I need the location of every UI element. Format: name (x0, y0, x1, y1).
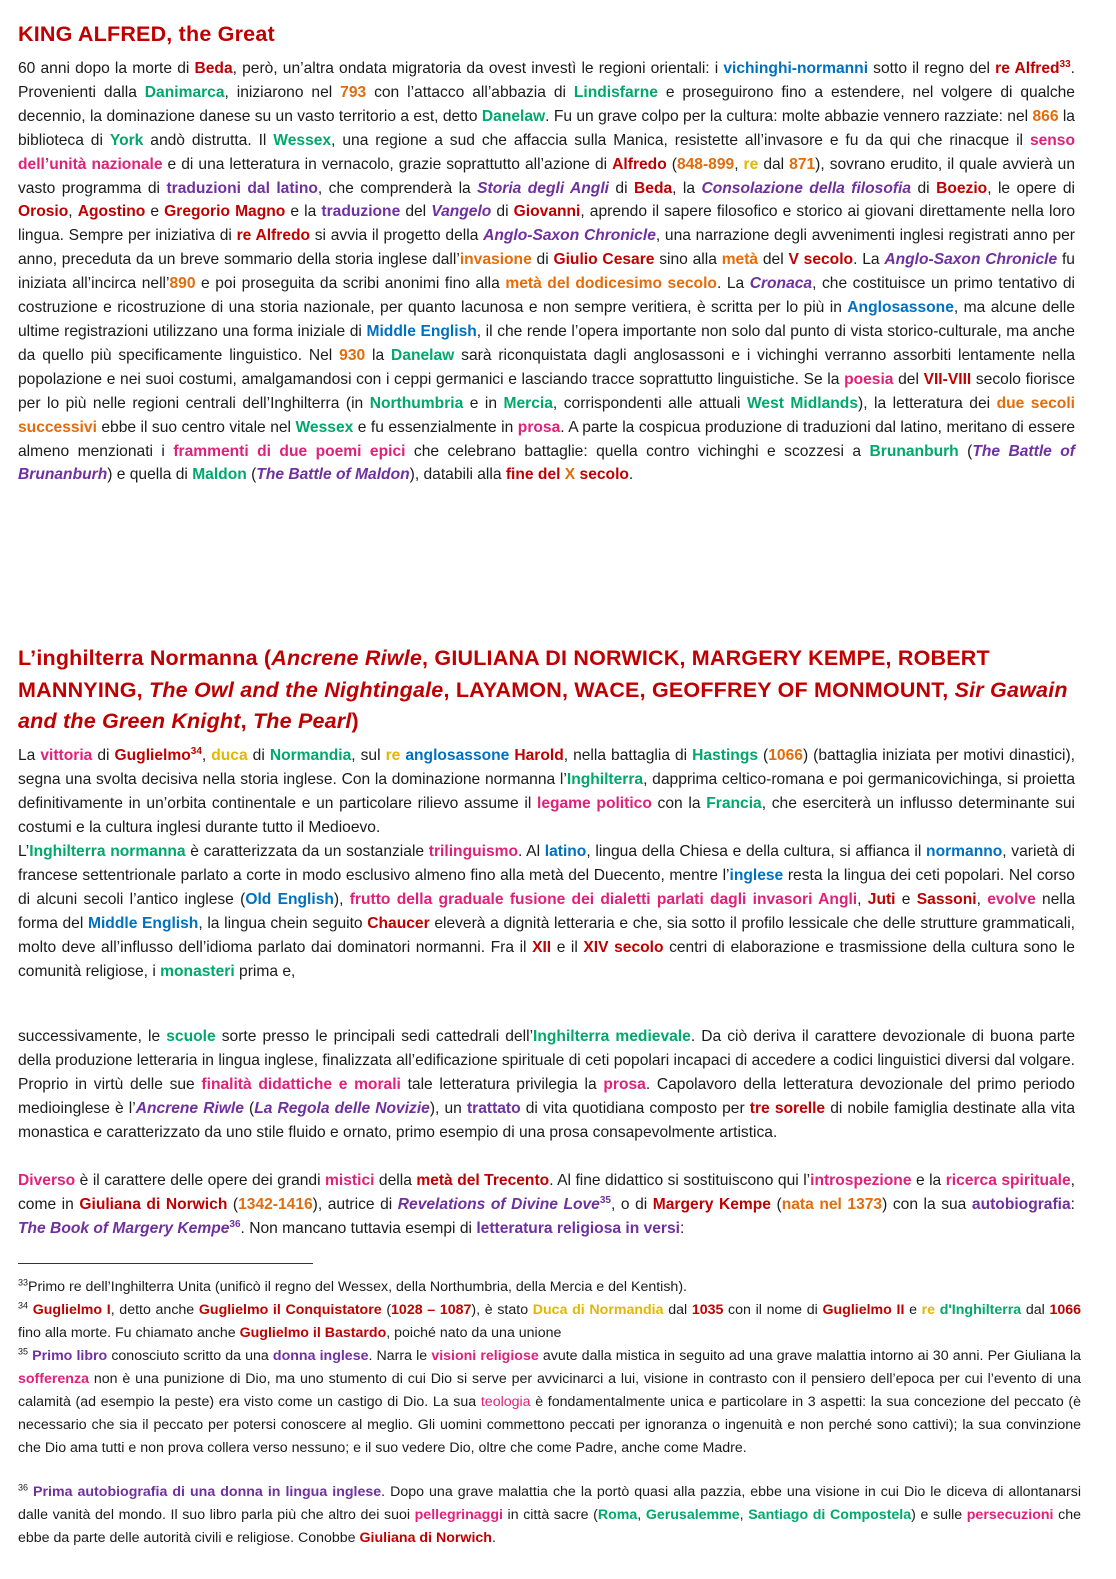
paragraph-trilinguismo: L’Inghilterra normanna è caratterizzata da un sostanziale trilinguismo. Al latino, lingua della Chiesa e della cultura, si affianca il normanno, varietà di francese settentrionale parlato a corte in modo esclusivo almeno fino alla metà del Duecento, mentre l’inglese resta la lingua dei ceti popolari. Nel corso di alcuni secoli l’antico inglese (Old English), frutto della graduale fusione dei dialetti parlati dagli invasori Angli, Juti e Sassoni, evolve nella forma del Middle English, la lingua chein seguito Chaucer eleverà a dignità letteraria e che, sia sotto il profilo lessicale che delle strutture grammaticali, molto deve all’influsso dell’idioma parlato dai dominatori normanni. Fra il XII e il XIV secolo centri di elaborazione e trasmissione della cultura sono le comunità religiose, i monasteri prima e, (18, 843, 1075, 980)
footnote-ref: 33 (1059, 58, 1071, 70)
footnote-33: $^{33}$Primo re dell’Inghilterra Unita (unificò il regno del Wessex, della Northumbria, della Mercia e del Kentish). (18, 1277, 687, 1295)
emphasis-run: Normandia (269, 747, 352, 764)
emphasis-run: Alfredo (612, 155, 667, 173)
emphasis-run: Revelations of Divine Love (397, 1195, 600, 1213)
emphasis-run: Wessex (273, 131, 332, 149)
emphasis-run: sofferenza (18, 1371, 89, 1387)
emphasis-run: metà del Trecento (416, 1172, 550, 1189)
emphasis-run: introspezione (810, 1172, 912, 1189)
emphasis-run: nata nel 1373 (781, 1195, 883, 1213)
emphasis-run: Ancrene Riwle (135, 1099, 244, 1117)
emphasis-run: Inghilterra medievale (533, 1028, 691, 1045)
paragraph-hastings: La vittoria di Guglielmo$^{34}$, duca di Normandia, sul re anglosassone Harold, nella battaglia di Hastings (1066) (battaglia iniziata per motivi dinastici), segna una svolta decisiva nella storia inglese. Con la dominazione normanna l’Inghilterra, dapprima celtico-romana e poi germanicovichinga, si proietta definitivamente in un’orbita continentale e un particolare rilievo assume il legame politico con la Francia, che eserciterà un influsso determinante sui costumi e la cultura inglesi durante tutto il Medioevo. (18, 745, 1076, 836)
emphasis-run: autobiografia (971, 1195, 1071, 1213)
emphasis-run: 1066 (1049, 1302, 1082, 1318)
emphasis-run: Old English (245, 890, 334, 908)
footnote-ref: 34 (18, 1300, 29, 1311)
emphasis-run: 866 (1032, 107, 1059, 125)
emphasis-run: re (921, 1302, 936, 1318)
emphasis-run: tre sorelle (749, 1099, 826, 1117)
emphasis-run: Roma (597, 1507, 638, 1523)
emphasis-run: prosa (603, 1075, 646, 1093)
emphasis-run: Middle English (87, 914, 199, 932)
emphasis-run: evolve (987, 890, 1036, 908)
emphasis-run: 890 (169, 275, 196, 293)
emphasis-run: Santiago di Compostela (748, 1507, 912, 1523)
emphasis-run: Gregorio Magno (164, 203, 286, 221)
emphasis-run: donna inglese (272, 1348, 369, 1364)
emphasis-run: senso dell’unità nazionale (18, 131, 1076, 173)
emphasis-run: scuole (166, 1028, 216, 1045)
emphasis-run: 848-899 (676, 155, 735, 173)
footnote-ref: 34 (190, 745, 202, 757)
emphasis-run: Wessex (295, 418, 354, 436)
emphasis-run: Agostino (77, 203, 146, 221)
emphasis-run: Inghilterra (566, 770, 644, 788)
section-title-king-alfred: KING ALFRED, the Great (18, 22, 275, 46)
emphasis-run: Gerusalemme (645, 1507, 740, 1523)
footnote-34: $^{34}$ Guglielmo I, detto anche Guglielmo il Conquistatore (1028 – 1087), è stato Duca di Normandia dal 1035 con il nome di Guglielmo II e re d'Inghilterra dal 1066 fino alla morte. Fu chiamato anche Guglielmo il Bastardo, poiché nato da una unione (18, 1300, 1082, 1341)
emphasis-run: The Battle of Maldon (256, 466, 410, 484)
emphasis-run: X (564, 466, 576, 484)
emphasis-run: XIV (583, 938, 609, 956)
emphasis-run: latino (544, 843, 587, 860)
emphasis-run: teologia (480, 1394, 531, 1410)
emphasis-run: Giulio Cesare (553, 251, 655, 269)
emphasis-run: Consolazione della filosofia (701, 179, 912, 197)
emphasis-run: The Battle of Brunanburh (18, 442, 1075, 484)
emphasis-run: vittoria (40, 747, 93, 764)
footnote-ref: 36 (18, 1482, 29, 1493)
emphasis-run: frutto della graduale fusione dei dialetti parlati dagli invasori Angli (349, 890, 858, 908)
footnote-separator (18, 1263, 313, 1264)
footnote-ref: 35 (18, 1346, 29, 1357)
emphasis-run: pellegrinaggi (414, 1507, 503, 1523)
emphasis-run: The Book of Margery Kempe (18, 1219, 230, 1237)
emphasis-run: re Alfredo (236, 227, 311, 245)
footnote-ref: 33 (18, 1277, 29, 1288)
emphasis-run: Sir Gawain and the Green Knight (18, 677, 1068, 733)
emphasis-run: 1342-1416 (238, 1195, 313, 1213)
emphasis-run: traduzione (321, 203, 401, 221)
footnote-35: $^{35}$ Primo libro conosciuto scritto da una donna inglese. Narra le visioni religiose avute dalla mistica in seguito ad una grave malattia intorno ai 30 anni. Per Giuliana la sofferenza non è una punizione di Dio, ma uno stumento di cui Dio si serve per avvicinarci a lui, visione in contrasto con il pensiero dell’epoca per cui l’evento di una calamità (ad esempio la peste) era visto come un castigo di Dio. La sua teologia è fondamentalmente unica e particolare in 3 aspetti: la sua concezione del peccato (è necessario che sia il peccato per potersi conoscere al meglio. Gli uomini commettono peccati per ignoranza o ingenuità e non perché sono cattivi); la sua convinzione che Dio ama tutti e non prova collera verso nessuno; e il suo vedere Dio, oltre che come Padre, anche come Madre. (18, 1346, 1082, 1456)
emphasis-run: The Owl and the Nightingale (149, 677, 444, 702)
emphasis-run: due secoli successivi (18, 394, 1075, 436)
emphasis-run: York (109, 131, 144, 149)
emphasis-run: Orosio (18, 203, 69, 221)
emphasis-run: persecuzioni (966, 1507, 1054, 1523)
emphasis-run: prosa (517, 418, 561, 436)
emphasis-run: The Pearl (252, 709, 352, 733)
emphasis-run: metà (721, 251, 759, 269)
emphasis-run: Giuliana di Norwich (79, 1195, 228, 1213)
emphasis-run: Guglielmo il Bastardo (239, 1325, 387, 1341)
emphasis-run: Chaucer (367, 914, 430, 932)
emphasis-run: Beda (634, 179, 673, 197)
emphasis-run: secolo (614, 938, 664, 956)
emphasis-run: West Midlands (746, 394, 859, 412)
emphasis-run: re (743, 155, 759, 173)
emphasis-run: d'Inghilterra (939, 1302, 1022, 1318)
emphasis-run: Lindisfarne (573, 83, 658, 101)
emphasis-run: duca (211, 747, 248, 764)
paragraph-mistici: Diverso è il carattere delle opere dei grandi mistici della metà del Trecento. Al fine didattico si sostituiscono qui l’introspezione e la ricerca spirituale, come in Giuliana di Norwich (1342-1416), autrice di Revelations of Divine Love$^{35}$, o di Margery Kempe (nata nel 1373) con la sua autobiografia: The Book of Margery Kempe$^{36}$. Non mancano tuttavia esempi di letteratura religiosa in versi: (18, 1172, 1076, 1237)
emphasis-run: legame politico (536, 794, 652, 812)
emphasis-run: Sassoni (916, 890, 977, 908)
emphasis-run: Maldon (192, 466, 247, 484)
emphasis-run: Anglosassone (847, 299, 954, 317)
emphasis-run: Anglo-Saxon Chronicle (884, 251, 1058, 269)
emphasis-run: Duca di Normandia (532, 1302, 664, 1318)
emphasis-run: Danelaw (391, 346, 455, 364)
emphasis-run: La Regola delle Novizie (254, 1099, 430, 1117)
emphasis-run: invasione (459, 251, 532, 269)
emphasis-run: Guglielmo (114, 747, 191, 764)
emphasis-run: mistici (325, 1172, 375, 1189)
emphasis-run: 930 (339, 346, 366, 364)
footnote-36: $^{36}$ Prima autobiografia di una donna in lingua inglese. Dopo una grave malattia che la portò quasi alla pazzia, ebbe una visione in cui Dio le diceva di allontanarsi dalle vanità del mondo. Il suo libro parla più che altro dei suoi pellegrinaggi in città sacre (Roma, Gerusalemme, Santiago di Compostela) e sulle persecuzioni che ebbe da parte delle autorità civili e religiose. Conobbe Giuliana di Norwich. (18, 1482, 1081, 1546)
emphasis-run: Danelaw (481, 107, 546, 125)
emphasis-run: Mercia (503, 394, 553, 412)
emphasis-run: anglosassone (405, 747, 510, 764)
emphasis-run: Guglielmo II (822, 1302, 905, 1318)
emphasis-run: Danimarca (144, 83, 225, 101)
emphasis-run: re Alfred (995, 60, 1060, 77)
emphasis-run: Boezio (936, 179, 988, 197)
emphasis-run: re (385, 747, 401, 764)
emphasis-run: V secolo (788, 251, 854, 269)
emphasis-run: Brunanburh (869, 442, 959, 460)
emphasis-run: Inghilterra normanna (29, 843, 186, 860)
emphasis-run: Juti (867, 890, 896, 908)
emphasis-run: Diverso (18, 1172, 76, 1189)
emphasis-run: VII-VIII (923, 370, 972, 388)
emphasis-run: Harold (514, 747, 564, 764)
emphasis-run: 1028 – 1087 (391, 1302, 472, 1318)
emphasis-run: Margery Kempe (652, 1195, 771, 1213)
emphasis-run: Beda (194, 60, 233, 77)
emphasis-run: frammenti di due poemi epici (173, 442, 406, 460)
emphasis-run: normanno (926, 843, 1003, 860)
emphasis-run: Ancrene Riwle (271, 646, 423, 670)
emphasis-run: Primo libro (32, 1348, 108, 1364)
emphasis-run: finalità didattiche e morali (201, 1075, 401, 1093)
emphasis-run: Giuliana di Norwich (359, 1530, 492, 1546)
paragraph-devozionale: successivamente, le scuole sorte presso le principali sedi cattedrali dell’Inghilterra medievale. Da ciò deriva il carattere devozionale di buona parte della produzione letteraria in lingua inglese, finalizzata all’edificazione spirituale di ceti popolari incapaci di accedere a codici linguistici diversi dal volgare. Proprio in virtù delle sue finalità didattiche e morali tale letteratura privilegia la prosa. Capolavoro della letteratura devozionale del primo periodo medioinglese è l’Ancrene Riwle (La Regola delle Novizie), un trattato di vita quotidiana composto per tre sorelle di nobile famiglia destinate alla vita monastica e caratterizzato da uno stile fluido e ornato, primo esempio di una prosa consapevolmente artistica. (18, 1028, 1076, 1141)
emphasis-run: inglese (729, 866, 784, 884)
emphasis-run: secolo (575, 466, 629, 484)
emphasis-run: Francia (706, 794, 762, 812)
emphasis-run: Hastings (692, 747, 759, 764)
section-title-normanna: L’inghilterra Normanna (Ancrene Riwle, GIULIANA DI NORWICK, MARGERY KEMPE, ROBERT MANNYING, The Owl and the Nightingale, LAYAMON, WACE, GEOFFREY OF MONMOUNT, Sir Gawain and the Green Knight, The Pearl) (18, 646, 1068, 733)
emphasis-run: traduzioni dal latino (166, 179, 318, 197)
emphasis-run: 1066 (768, 747, 803, 764)
emphasis-run: Guglielmo I (32, 1302, 111, 1318)
emphasis-run: 871 (789, 155, 816, 173)
emphasis-run: Vangelo (431, 203, 492, 221)
emphasis-run: Prima autobiografia di una donna in lingua inglese (33, 1484, 382, 1500)
emphasis-run: metà del dodicesimo secolo (505, 275, 717, 293)
emphasis-run: Cronaca (749, 275, 813, 293)
emphasis-run: 793 (340, 83, 367, 101)
emphasis-run: Middle English (366, 322, 477, 340)
emphasis-run: trattato (466, 1099, 521, 1117)
emphasis-run: XII (532, 938, 552, 956)
footnote-ref: 35 (599, 1194, 611, 1206)
emphasis-run: Guglielmo il Conquistatore (198, 1302, 382, 1318)
emphasis-run: ricerca spirituale (945, 1172, 1071, 1189)
emphasis-run: poesia (844, 370, 894, 388)
emphasis-run: visioni religiose (431, 1348, 539, 1364)
emphasis-run: Anglo-Saxon Chronicle (483, 227, 656, 245)
paragraph-king-alfred: 60 anni dopo la morte di Beda, però, un’altra ondata migratoria da ovest investì le regioni orientali: i vichinghi-normanni sotto il regno del re Alfred$^{33}$. Provenienti dalla Danimarca, iniziarono nel 793 con l’attacco all’abbazia di Lindisfarne e proseguirono fino a estendere, nel volgere di qualche decennio, la dominazione danese su un vasto territorio a est, detto Danelaw. Fu un grave colpo per la cultura: molte abbazie vennero razziate: nel 866 la biblioteca di York andò distrutta. Il Wessex, una regione a sud che affaccia sulla Manica, resistette all’invasore e fu da qui che rinacque il senso dell’unità nazionale e di una letteratura in vernacolo, grazie soprattutto all’azione di Alfredo (848-899, re dal 871), sovrano erudito, il quale avvierà un vasto programma di traduzioni dal latino, che comprenderà la Storia degli Angli di Beda, la Consolazione della filosofia di Boezio, le opere di Orosio, Agostino e Gregorio Magno e la traduzione del Vangelo di Giovanni, aprendo il sapere filosofico e storico ai giovani direttamente nella loro lingua. Sempre per iniziativa di re Alfredo si avvia il progetto della Anglo-Saxon Chronicle, una narrazione degli avvenimenti inglesi registrati anno per anno, preceduta da un breve sommario della storia inglese dall’invasione di Giulio Cesare sino alla metà del V secolo. La Anglo-Saxon Chronicle fu iniziata all’incirca nell’890 e poi proseguita da scribi anonimi fino alla metà del dodicesimo secolo. La Cronaca, che costituisce un primo tentativo di costruzione e ricostruzione di una storia nazionale, per quanto lacunosa e non sempre veritiera, è scritta per lo più in Anglosassone, ma alcune delle ultime registrazioni utilizzano una forma iniziale di Middle English, il che rende l’opera importante non solo dal punto di vista storico-culturale, ma anche da quello più specificamente linguistico. Nel 930 la Danelaw sarà riconquistata dagli anglosassoni e i vichinghi verranno assorbiti lentamente nella popolazione e nei suoi costumi, amalgamandosi con i ceppi germanici e lasciando tracce soprattutto linguistiche. Se la poesia del VII-VIII secolo fiorisce per lo più nelle regioni centrali dell’Inghilterra (in Northumbria e in Mercia, corrispondenti alle attuali West Midlands), la letteratura dei due secoli successivi ebbe il suo centro vitale nel Wessex e fu essenzialmente in prosa. A parte la cospicua produzione di traduzioni dal latino, meritano di essere almeno menzionati i frammenti di due poemi epici che celebrano battaglie: quella contro vichinghi e scozzesi a Brunanburh (The Battle of Brunanburh) e quella di Maldon (The Battle of Maldon), databili alla fine del X secolo. (18, 58, 1076, 484)
emphasis-run: fine del (505, 466, 565, 484)
emphasis-run: Storia degli Angli (477, 179, 609, 197)
emphasis-run: monasteri (160, 962, 235, 980)
footnote-ref: 36 (229, 1218, 241, 1230)
emphasis-run: Giovanni (513, 203, 581, 221)
emphasis-run: trilinguismo (428, 843, 519, 860)
emphasis-run: Northumbria (369, 394, 464, 412)
emphasis-run: vichinghi-normanni (723, 60, 869, 77)
emphasis-run: letteratura religiosa in versi (476, 1219, 680, 1237)
emphasis-run: 1035 (691, 1302, 724, 1318)
